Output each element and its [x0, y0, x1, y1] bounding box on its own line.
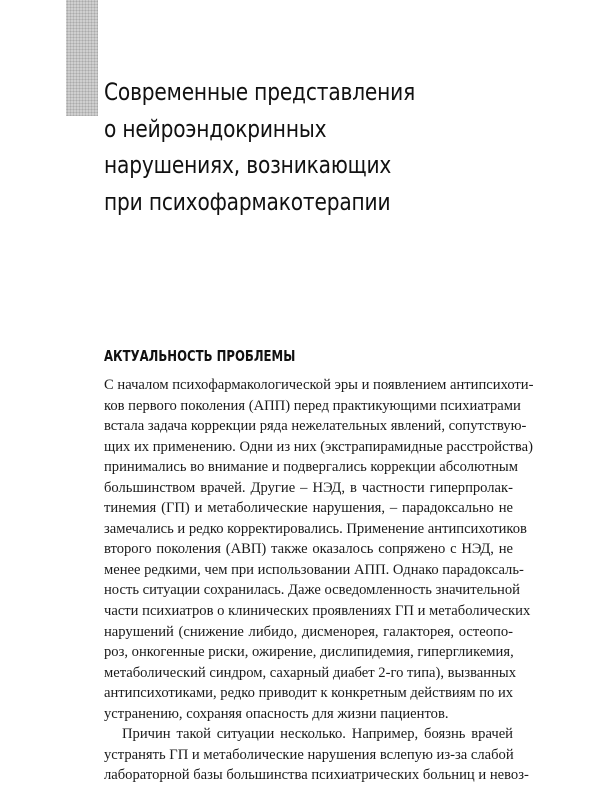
text-line: ность ситуации сохранилась. Даже осведомленность значительной: [104, 582, 520, 599]
chapter-title-line: Современные представления: [104, 78, 416, 106]
text-line: устранять ГП и метаболические нарушения вслепую из-за слабой: [104, 746, 514, 763]
text-line: лабораторной базы большинства психиатрических больниц и невоз-: [104, 767, 529, 784]
text-line: тинемия (ГП) и метаболические нарушения, – парадоксально не: [104, 500, 513, 517]
text-line: ков первого поколения (АПП) перед практикующими психиатрами: [104, 397, 521, 414]
text-line: щих их применению. Одни из них (экстрапирамидные расстройства): [104, 438, 533, 455]
text-line: замечались и редко корректировались. Применение антипсихотиков: [104, 520, 527, 537]
text-line: части психиатров о клинических проявлениях ГП и метаболических: [104, 603, 531, 620]
chapter-title-line: о нейроэндокринных: [104, 114, 327, 143]
text-line: большинством врачей. Другие – НЭД, в частности гиперпролак-: [104, 479, 513, 496]
chapter-title-line: при психофармакотерапии: [104, 187, 391, 216]
text-line: роз, онкогенные риски, ожирение, дислипидемия, гипергликемия,: [104, 644, 514, 661]
section-heading: АКТУАЛЬНОСТЬ ПРОБЛЕМЫ: [104, 347, 296, 365]
text-line: нарушений (снижение либидо, дисменорея, галакторея, остеопо-: [104, 623, 513, 640]
body-text: [104, 375, 534, 786]
text-line: второго поколения (АВП) также оказалось сопряжено с НЭД, не: [104, 541, 513, 558]
text-line: метаболический синдром, сахарный диабет 2-го типа), вызванных: [104, 664, 517, 681]
text-line: устранению, сохраняя опасность для жизни пациентов.: [104, 705, 449, 722]
text-line: Причин такой ситуации несколько. Например, боязнь врачей: [122, 726, 513, 743]
text-line: менее редкими, чем при использовании АПП. Однако парадоксаль-: [104, 561, 524, 578]
text-line: С началом психофармакологической эры и появлением антипсихоти-: [104, 377, 534, 393]
text-line: встала задача коррекции ряда нежелательных явлений, сопутствую-: [104, 418, 527, 435]
text-line: антипсихотиками, редко приводит к конкретным действиям по их: [104, 685, 514, 702]
chapter-edge-strip: [66, 0, 98, 116]
text-line: принимались во внимание и подвергались коррекции абсолютным: [104, 459, 518, 476]
chapter-title-line: нарушениях, возникающих: [104, 151, 392, 179]
paragraph: [104, 724, 529, 786]
paragraph: [104, 375, 534, 724]
chapter-title: [104, 74, 507, 220]
